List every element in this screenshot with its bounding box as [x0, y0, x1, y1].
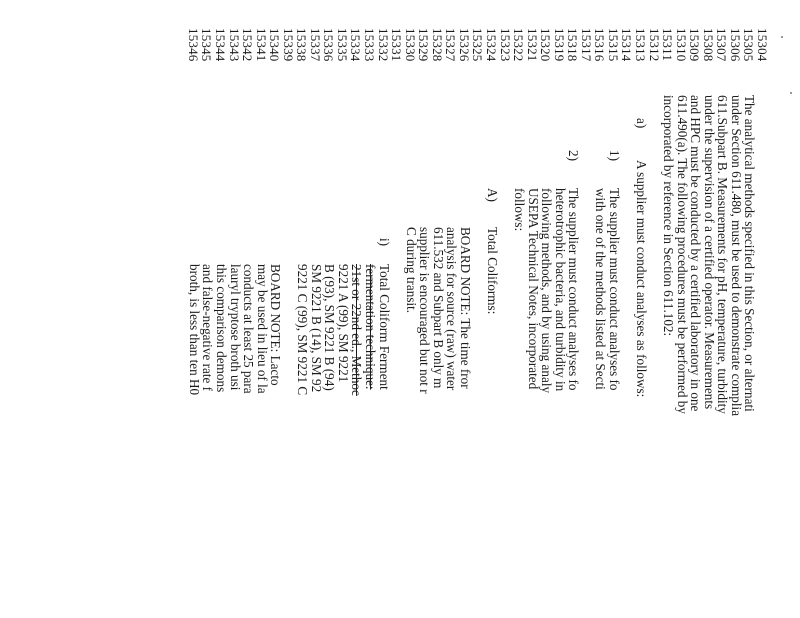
- line-number: 15325: [470, 28, 486, 62]
- scan-speck: [781, 36, 783, 38]
- line-number: 15346: [185, 28, 201, 62]
- line-number: 15309: [687, 28, 703, 62]
- line-number: 15321: [524, 28, 540, 62]
- intro-paragraph-line: incorporated by reference in Section 611.102:: [661, 95, 677, 337]
- item-marker-i: i): [376, 238, 392, 247]
- line-number: 15337: [307, 28, 323, 62]
- item-2-text-line: USEPA Technical Notes, incorporated: [525, 188, 541, 390]
- intro-paragraph-line: under Section 611.480, must be used to demonstrate complia: [728, 95, 744, 417]
- line-number: 15335: [334, 28, 350, 62]
- item-a-text: A supplier must conduct analyses as follows:: [634, 160, 650, 398]
- line-number: 15336: [321, 28, 337, 62]
- item-i-line: Total Coliform Ferment: [376, 264, 392, 390]
- line-number: 15308: [700, 28, 716, 62]
- item-2-text-line: heterotrophic bacteria, and turbidity in: [552, 188, 568, 392]
- item-1-text-line: with one of the methods listed at Secti: [593, 188, 609, 390]
- line-number: 15313: [633, 28, 649, 62]
- line-number: 15329: [416, 28, 432, 62]
- line-number: 15317: [578, 28, 594, 62]
- line-number: 15338: [294, 28, 310, 62]
- line-number: 15327: [443, 28, 459, 62]
- line-number: 15315: [605, 28, 621, 62]
- item-2-text-line: The supplier must conduct analyses fo: [566, 188, 582, 391]
- line-number: 15326: [456, 28, 472, 62]
- item-marker-a: a): [634, 118, 650, 129]
- board-note-1-line: supplier is encouraged but not r: [417, 227, 433, 394]
- item-2-text-line: follows:: [512, 188, 528, 232]
- line-number: 15314: [619, 28, 635, 62]
- line-number: 15307: [714, 28, 730, 62]
- line-number: 15330: [402, 28, 418, 62]
- line-number: 15343: [226, 28, 242, 62]
- line-number: 15328: [429, 28, 445, 62]
- intro-paragraph-line: 611.Subpart B. Measurements for pH, temperature, turbidity: [715, 95, 731, 414]
- item-i-line: B (93), SM 9221 B (94): [322, 264, 338, 391]
- line-number: 15322: [511, 28, 527, 62]
- line-number: 15306: [727, 28, 743, 62]
- line-number: 15319: [551, 28, 567, 62]
- item-A-text: Total Coliforms:: [485, 227, 500, 315]
- intro-paragraph-line: The analytical methods specified in this Section, or alternati: [742, 95, 758, 412]
- intro-paragraph-line: under the supervision of a certified operator. Measurements: [701, 95, 717, 410]
- board-note-2-line: and false-negative rate f: [200, 264, 216, 392]
- line-number: 15305: [741, 28, 757, 62]
- line-number: 15344: [213, 28, 228, 62]
- line-number: 15339: [280, 28, 296, 62]
- board-note-1-line: BOARD NOTE: The time fror: [457, 227, 473, 389]
- item-i-line: SM 9221 B (14), SM 92: [308, 264, 324, 393]
- board-note-2-line: broth, is less than ten H0: [186, 264, 202, 396]
- line-number: 15323: [497, 28, 513, 62]
- line-number: 15320: [538, 28, 554, 62]
- line-number: 15331: [389, 28, 405, 62]
- item-1-text-line: The supplier must conduct analyses fo: [606, 188, 622, 391]
- item-marker-2: 2): [566, 150, 582, 161]
- line-number: 15312: [646, 28, 662, 62]
- item-i-line: fermentation technique:: [363, 264, 379, 390]
- line-number: 15304: [755, 28, 770, 62]
- intro-paragraph-line: and HPC must be conducted by a certified laboratory in one: [688, 95, 704, 412]
- item-i-line: 9221 A (99), SM 9221: [335, 264, 351, 383]
- board-note-2-line: conducts at least 25 para: [241, 264, 257, 394]
- board-note-1-line: 611.532 and Subpart B only m: [430, 227, 446, 389]
- board-note-2-line: lauryl tryptose broth usi: [227, 264, 243, 391]
- board-note-2-line: may be used in lieu of la: [254, 264, 270, 394]
- line-number: 15311: [660, 28, 676, 62]
- scan-speck: [790, 92, 792, 94]
- board-note-2-line: this comparison demons: [214, 264, 229, 393]
- line-number: 15341: [253, 28, 269, 62]
- intro-paragraph-line: 611.490(a). The following procedures must be performed by: [674, 95, 690, 414]
- line-number: 15324: [484, 28, 499, 62]
- board-note-2-line: BOARD NOTE: Lacto: [268, 264, 284, 386]
- item-i-line: 9221 C (99), SM 9221 C: [295, 264, 311, 396]
- line-number: 15345: [199, 28, 215, 62]
- line-number: 15332: [375, 28, 391, 62]
- line-number: 15316: [592, 28, 608, 62]
- line-number: 15333: [362, 28, 378, 62]
- line-number: 15340: [267, 28, 283, 62]
- item-marker-A: A): [485, 188, 500, 202]
- board-note-1-line: C during transit.: [403, 227, 419, 314]
- line-number: 15318: [565, 28, 581, 62]
- board-note-1-line: analysis for source (raw) water: [444, 227, 460, 391]
- item-2-text-line: following methods, and by using analy: [539, 188, 555, 394]
- item-marker-1: 1): [606, 150, 622, 161]
- line-number: 15334: [348, 28, 364, 62]
- line-number: 15342: [240, 28, 256, 62]
- line-number: 15310: [673, 28, 689, 62]
- item-i-line: 21st or 22nd ed., Methoc: [349, 264, 365, 396]
